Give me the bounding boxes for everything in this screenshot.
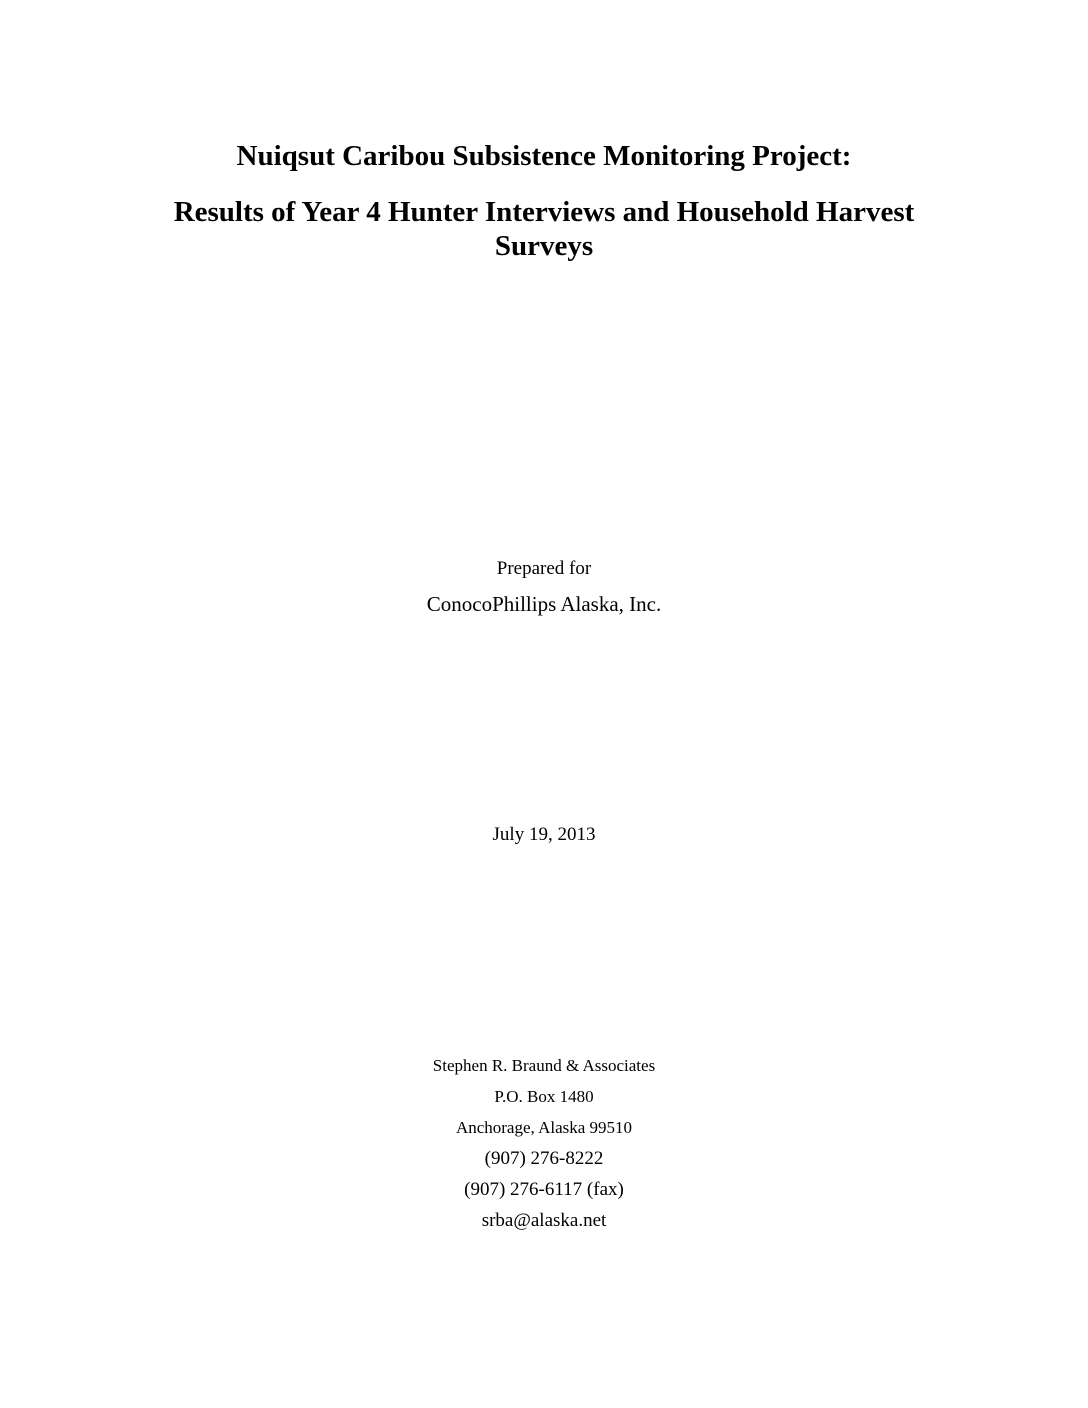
- title-line-3: Surveys: [494, 230, 594, 262]
- email-address: srba@alaska.net: [481, 1210, 607, 1231]
- company-name: Stephen R. Braund & Associates: [432, 1056, 656, 1075]
- report-title: [0, 139, 1088, 263]
- prepared-for-section: [0, 556, 1088, 618]
- city-address: Anchorage, Alaska 99510: [455, 1118, 633, 1137]
- phone-number: (907) 276-8222: [484, 1148, 604, 1169]
- fax-number: (907) 276-6117 (fax): [464, 1179, 624, 1200]
- po-box: P.O. Box 1480: [494, 1087, 594, 1106]
- prepared-for-label: Prepared for: [496, 558, 592, 579]
- report-date: July 19, 2013: [492, 824, 596, 845]
- contact-info: [0, 1050, 1088, 1236]
- title-line-1: Nuiqsut Caribou Subsistence Monitoring Project:: [236, 140, 852, 172]
- client-name: ConocoPhillips Alaska, Inc.: [426, 592, 662, 616]
- title-line-2: Results of Year 4 Hunter Interviews and Household Harvest: [173, 196, 915, 228]
